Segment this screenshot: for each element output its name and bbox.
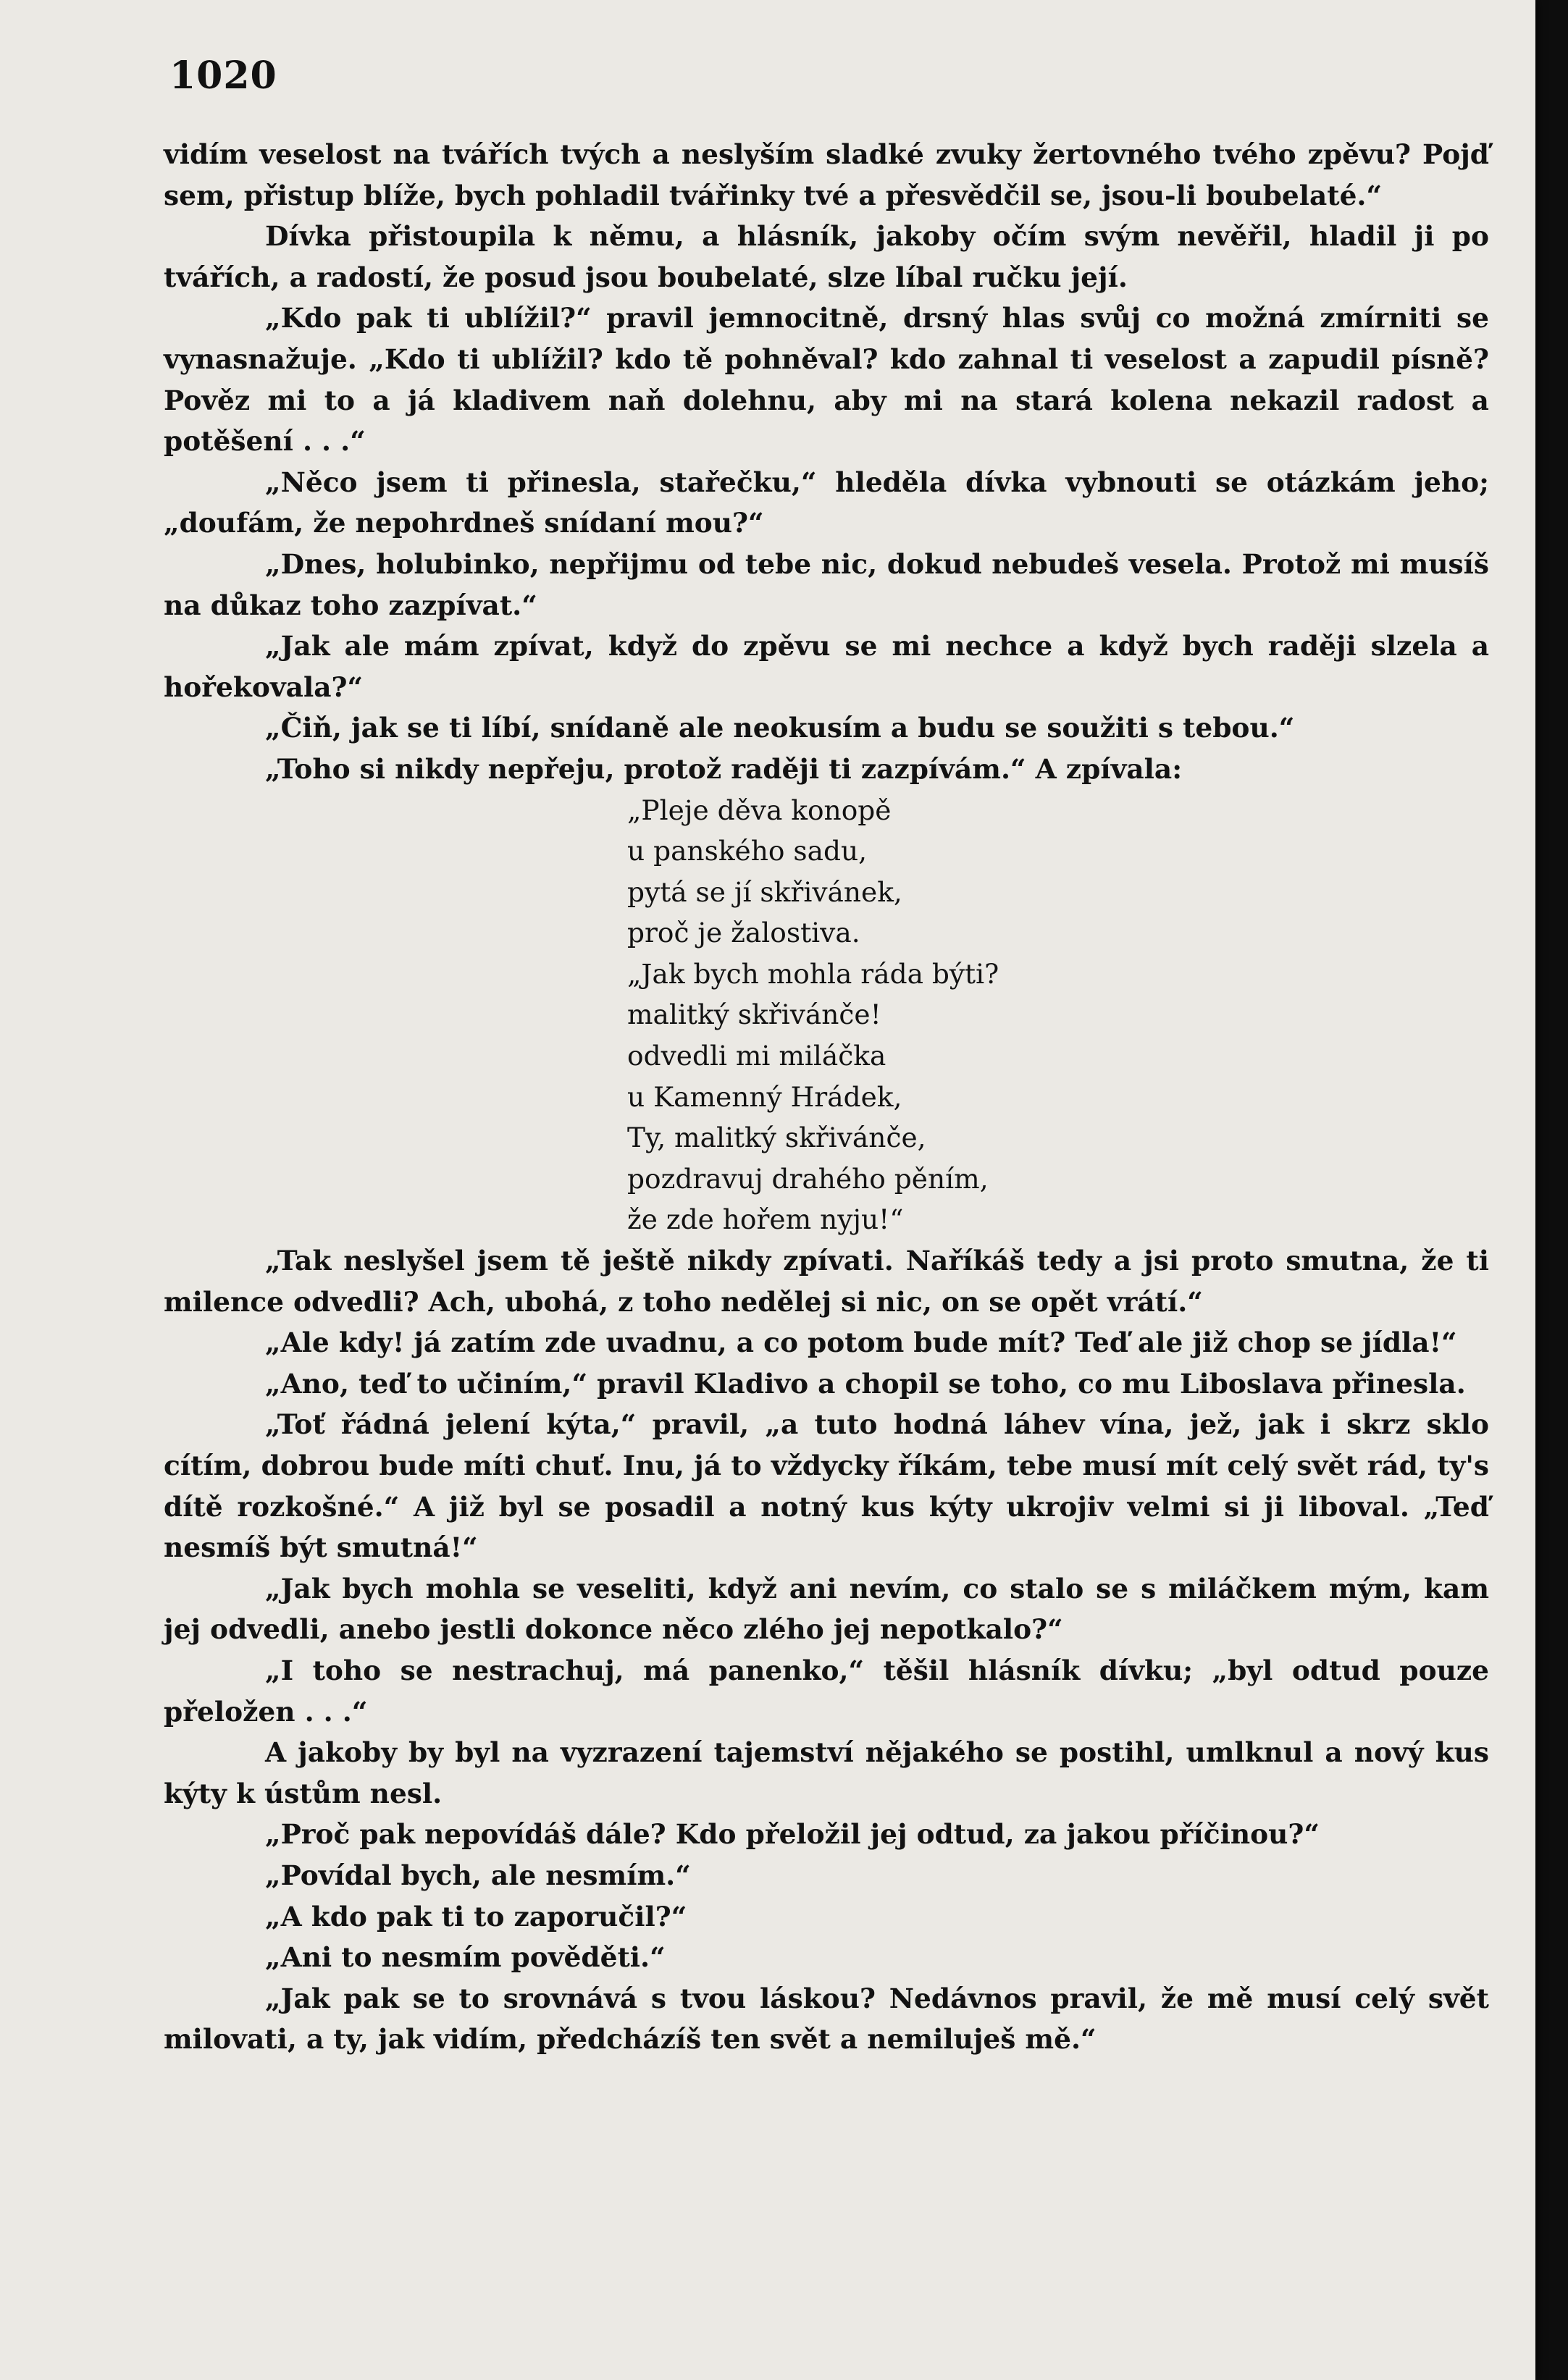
paragraph: „Toho si nikdy nepřeju, protož raději ti zazpívám.“ A zpívala: (265, 752, 1183, 785)
verse-line: že zde hořem nyju!“ (627, 1203, 904, 1236)
song-verse (627, 790, 1489, 1241)
paragraph: „Toť řádná jelení kýta,“ pravil, „a tuto hodná láhev vína, jež, jak i skrz sklo cítím, dobrou bude míti chuť. Inu, já to vždycky říkám, tebe musí mít celý svět rád, ty's dítě rozkošné.“ A již byl se posadil a notný kus kýty ukrojiv velmi si ji liboval. „Teď nesmíš být smutná!“ (164, 1408, 1489, 1564)
paragraph: „A kdo pak ti to zaporučil?“ (265, 1900, 687, 1933)
paragraph: „Jak ale mám zpívat, když do zpěvu se mi nechce a když bych raději slzela a hořekovala?“ (164, 630, 1489, 703)
paragraph: „Povídal bych, ale nesmím.“ (265, 1859, 691, 1891)
verse-line: „Pleje děva konopě (627, 794, 892, 826)
paragraph: „Dnes, holubinko, nepřijmu od tebe nic, dokud nebudeš vesela. Protož mi musíš na důkaz toho zazpívat.“ (164, 547, 1489, 621)
paragraph: „Kdo pak ti ublížil?“ pravil jemnocitně, drsný hlas svůj co možná zmírniti se vynasnažuje. „Kdo ti ublížil? kdo tě pohněval? kdo zahnal ti veselost a zapudil písně? Pověz mi to a já kladivem naň dolehnu, aby mi na stará kolena nekazil radost a potěšení . . .“ (164, 302, 1489, 458)
paragraph: „Proč pak nepovídáš dále? Kdo přeložil jej odtud, za jakou příčinou?“ (265, 1818, 1320, 1851)
paragraph: „Jak pak se to srovnává s tvou láskou? Nedávnos pravil, že mě musí celý svět milovati, a ty, jak vidím, předcházíš ten svět a nemiluješ mě.“ (164, 1982, 1489, 2056)
paragraph: „Tak neslyšel jsem tě ještě nikdy zpívati. Naříkáš tedy a jsi proto smutna, že ti milence odvedli? Ach, ubohá, z toho nedělej si nic, on se opět vrátí.“ (164, 1245, 1489, 1318)
body-text (164, 134, 1489, 2060)
paragraph: „Jak bych mohla se veseliti, když ani nevím, co stalo se s miláčkem mým, kam jej odvedli, anebo jestli dokonce něco zlého jej nepotkalo?“ (164, 1572, 1489, 1646)
verse-line: u panského sadu, (627, 835, 868, 867)
verse-line: pozdravuj drahého pěním, (627, 1162, 989, 1195)
verse-line: u Kamenný Hrádek, (627, 1080, 902, 1113)
paragraph: „Čiň, jak se ti líbí, snídaně ale neokusím a budu se soužiti s tebou.“ (265, 712, 1295, 744)
paragraph: „Něco jsem ti přinesla, stařečku,“ hleděla dívka vybnouti se otázkám jeho; „doufám, že nepohrdneš snídaní mou?“ (164, 466, 1489, 539)
verse-line: proč je žalostiva. (627, 917, 860, 949)
verse-line: Ty, malitký skřivánče, (627, 1122, 926, 1154)
paragraph: vidím veselost na tvářích tvých a neslyším sladké zvuky žertovného tvého zpěvu? Pojď sem, přistup blíže, bych pohladil tvářinky tvé a přesvědčil se, jsou-li boubelaté.“ (164, 138, 1489, 211)
paragraph: A jakoby by byl na vyzrazení tajemství nějakého se postihl, umlknul a nový kus kýty k ústům nesl. (164, 1736, 1489, 1809)
paragraph: „I toho se nestrachuj, má panenko,“ těšil hlásník dívku; „byl odtud pouze přeložen . . .“ (164, 1654, 1489, 1728)
paragraph: „Ano, teď to učiním,“ pravil Kladivo a chopil se toho, co mu Liboslava přinesla. (265, 1367, 1466, 1400)
verse-line: malitký skřivánče! (627, 998, 881, 1031)
verse-line: pytá se jí skřivánek, (627, 875, 902, 908)
paragraph: „Ale kdy! já zatím zde uvadnu, a co potom bude mít? Teď ale již chop se jídla!“ (265, 1326, 1457, 1359)
page-number: 1020 (169, 54, 277, 98)
verse-line: odvedli mi miláčka (627, 1040, 886, 1072)
verse-line: „Jak bych mohla ráda býti? (627, 957, 999, 990)
paragraph: „Ani to nesmím pověděti.“ (265, 1941, 666, 1974)
paragraph: Dívka přistoupila k němu, a hlásník, jakoby očím svým nevěřil, hladil ji po tvářích, a radostí, že posud jsou boubelaté, slze líbal ručku její. (164, 220, 1489, 293)
